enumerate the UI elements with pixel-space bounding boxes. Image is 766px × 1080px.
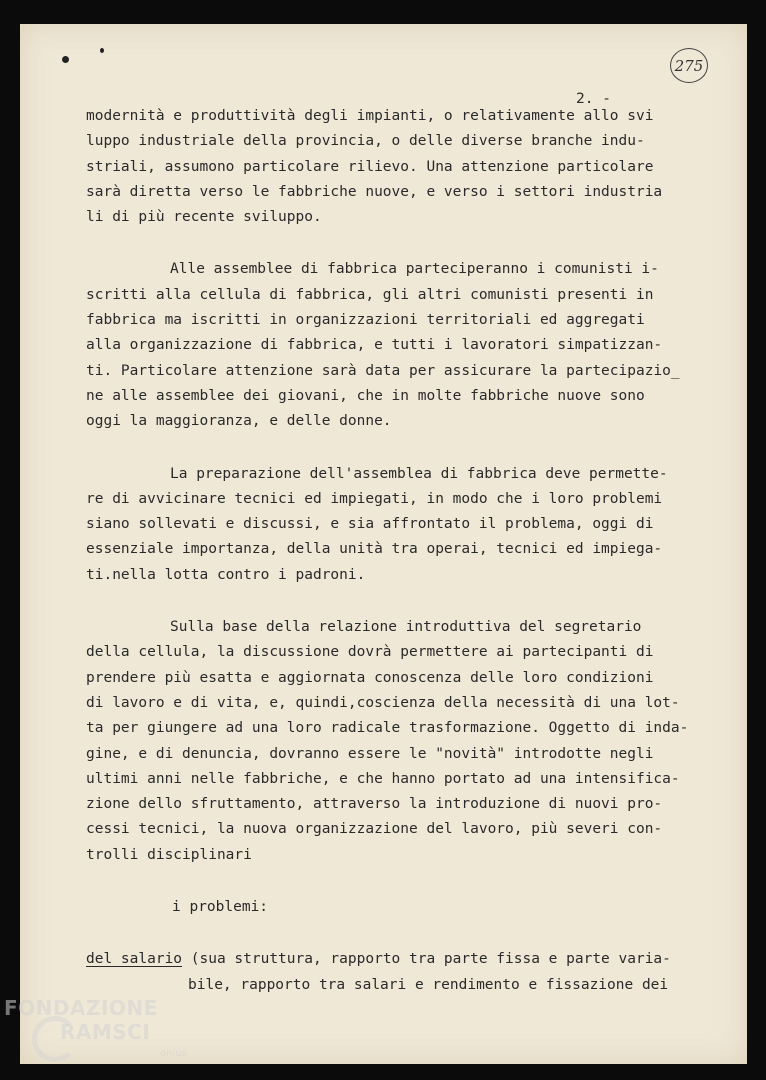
text-line: li di più recente sviluppo. [86, 209, 322, 226]
text-line: striali, assumono particolare rilievo. Una attenzione particolare [86, 158, 654, 175]
document-body [86, 104, 689, 998]
text-line: ta per giungere ad una loro radicale trasformazione. Oggetto di inda- [86, 720, 689, 737]
text-line: essenziale importanza, della unità tra operai, tecnici ed impiega- [86, 541, 663, 558]
text-line: Sulla base della relazione introduttiva del segretario [170, 619, 642, 636]
watermark-line1: FONDAZIONE [4, 996, 158, 1020]
text-line: gine, e di denuncia, dovranno essere le "novità" introdotte negli [86, 745, 654, 762]
text-line: ne alle assemblee dei giovani, che in molte fabbriche nuove sono [86, 387, 645, 404]
text-line: prendere più esatta e aggiornata conoscenza delle loro condizioni [86, 669, 654, 686]
text-line: siano sollevati e discussi, e sia affrontato il problema, oggi di [86, 516, 654, 533]
text-line: ti.nella lotta contro i padroni. [86, 566, 366, 583]
salary-label: del salario [86, 951, 183, 968]
fondazione-gramsci-watermark [4, 996, 204, 1076]
text-line: della cellula, la discussione dovrà permettere ai partecipanti di [86, 644, 654, 661]
text-line: alla organizzazione di fabbrica, e tutti i lavoratori simpatizzan- [86, 337, 663, 354]
folio-number: 275 [670, 48, 708, 83]
text-line: sarà diretta verso le fabbriche nuove, e verso i settori industria [86, 183, 663, 200]
salary-item [86, 947, 686, 998]
page-number: 2. - [576, 91, 611, 107]
text-line [86, 947, 686, 972]
text-line: ultimi anni nelle fabbriche, e che hanno portato ad una intensifica- [86, 770, 680, 787]
text-line: scritti alla cellula di fabbrica, gli altri comunisti presenti in [86, 286, 654, 303]
text-line: La preparazione dell'assemblea di fabbrica deve permette- [170, 465, 668, 482]
text-line: fabbrica ma iscritti in organizzazioni territoriali ed aggregati [86, 312, 645, 329]
punch-hole-right [100, 48, 104, 53]
text-line: modernità e produttività degli impianti, o relativamente allo svi [86, 108, 654, 124]
text-line: trolli disciplinari [86, 846, 252, 863]
text-line: re di avvicinare tecnici ed impiegati, in modo che i loro problemi [86, 490, 663, 507]
paragraph-3 [86, 462, 686, 588]
text-line: cessi tecnici, la nuova organizzazione del lavoro, più severi con- [86, 821, 663, 838]
text-line: bile, rapporto tra salari e rendimento e fissazione dei [188, 976, 669, 993]
text-line: zione dello sfruttamento, attraverso la introduzione di nuovi pro- [86, 796, 663, 813]
problems-heading: i problemi: [172, 899, 269, 916]
text-line: Alle assemblee di fabbrica parteciperanno i comunisti i- [170, 261, 659, 278]
punch-hole-left [62, 56, 69, 63]
text-line: oggi la maggioranza, e delle donne. [86, 413, 392, 430]
text-line: di lavoro e di vita, e, quindi,coscienza della necessità di una lot- [86, 694, 680, 711]
text-line: ti. Particolare attenzione sarà data per assicurare la partecipazio_ [86, 362, 680, 379]
text-line: luppo industriale della provincia, o delle diverse branche indu- [86, 133, 645, 150]
salary-line1-text: (sua struttura, rapporto tra parte fissa e parte varia- [182, 951, 671, 968]
paragraph-4 [86, 615, 689, 868]
paragraph-1 [86, 104, 686, 230]
watermark-suffix: onlus [160, 1048, 187, 1059]
paragraph-2 [86, 257, 686, 434]
watermark-line2: RAMSCI [60, 1020, 151, 1044]
